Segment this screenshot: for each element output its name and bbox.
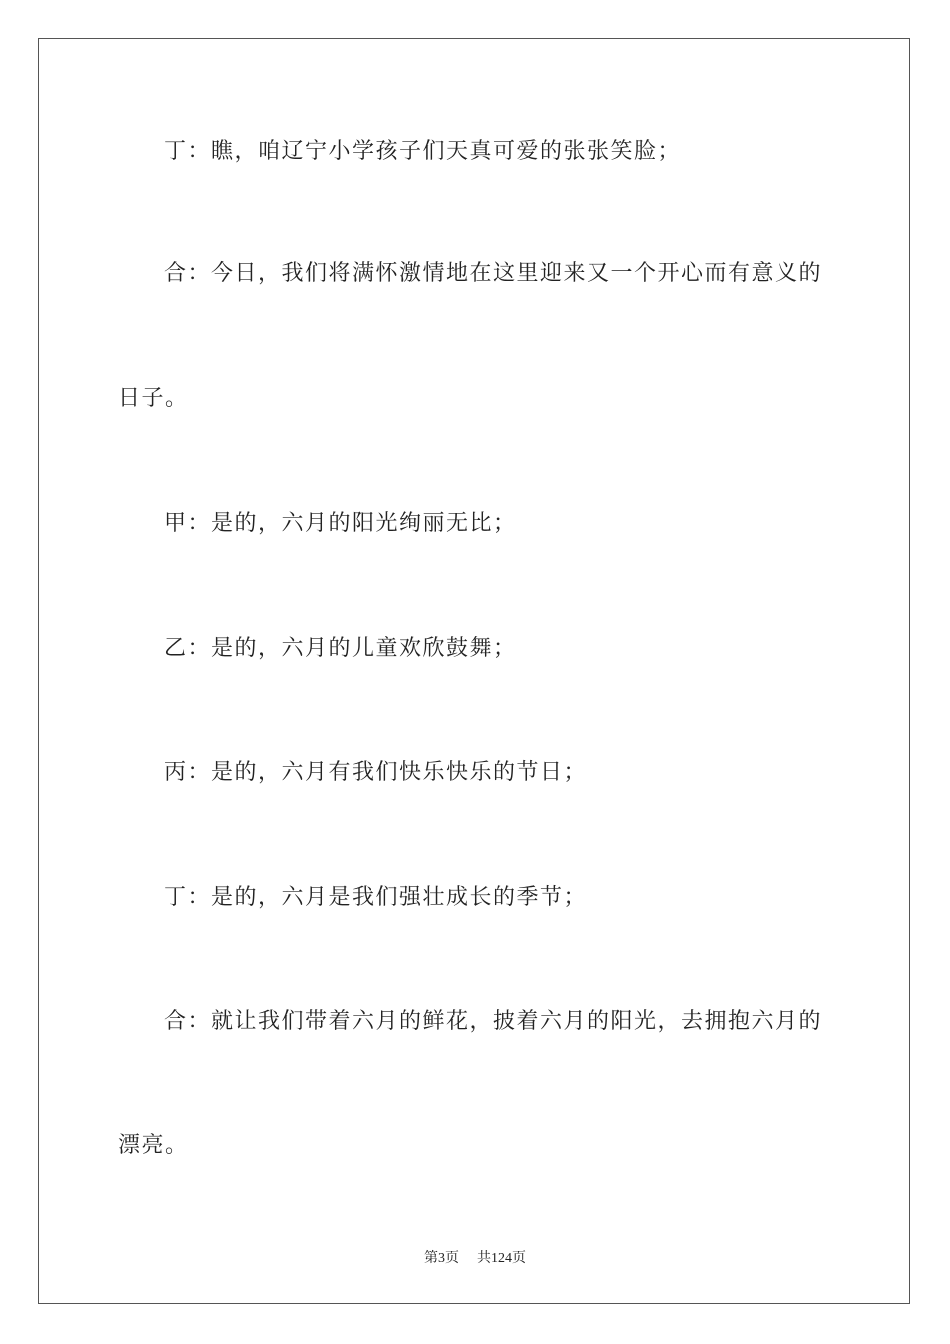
page-border xyxy=(38,38,910,1304)
paragraph-line: 丁：是的，六月是我们强壮成长的季节； xyxy=(164,885,588,910)
page-number: 第3页 xyxy=(424,1251,459,1266)
paragraph-line: 日子。 xyxy=(118,386,189,411)
paragraph-line: 丙：是的，六月有我们快乐快乐的节日； xyxy=(164,760,588,785)
paragraph-line: 漂亮。 xyxy=(118,1133,189,1158)
total-pages: 共124页 xyxy=(477,1251,526,1266)
paragraph-line: 合：就让我们带着六月的鲜花，披着六月的阳光，去拥抱六月的 xyxy=(164,1009,823,1034)
paragraph-line: 甲：是的，六月的阳光绚丽无比； xyxy=(164,511,517,536)
paragraph-line: 丁：瞧，咱辽宁小学孩子们天真可爱的张张笑脸； xyxy=(164,139,682,164)
paragraph-line: 合：今日，我们将满怀激情地在这里迎来又一个开心而有意义的 xyxy=(164,261,823,286)
paragraph-line: 乙：是的，六月的儿童欢欣鼓舞； xyxy=(164,636,517,661)
page-footer xyxy=(0,1247,950,1267)
